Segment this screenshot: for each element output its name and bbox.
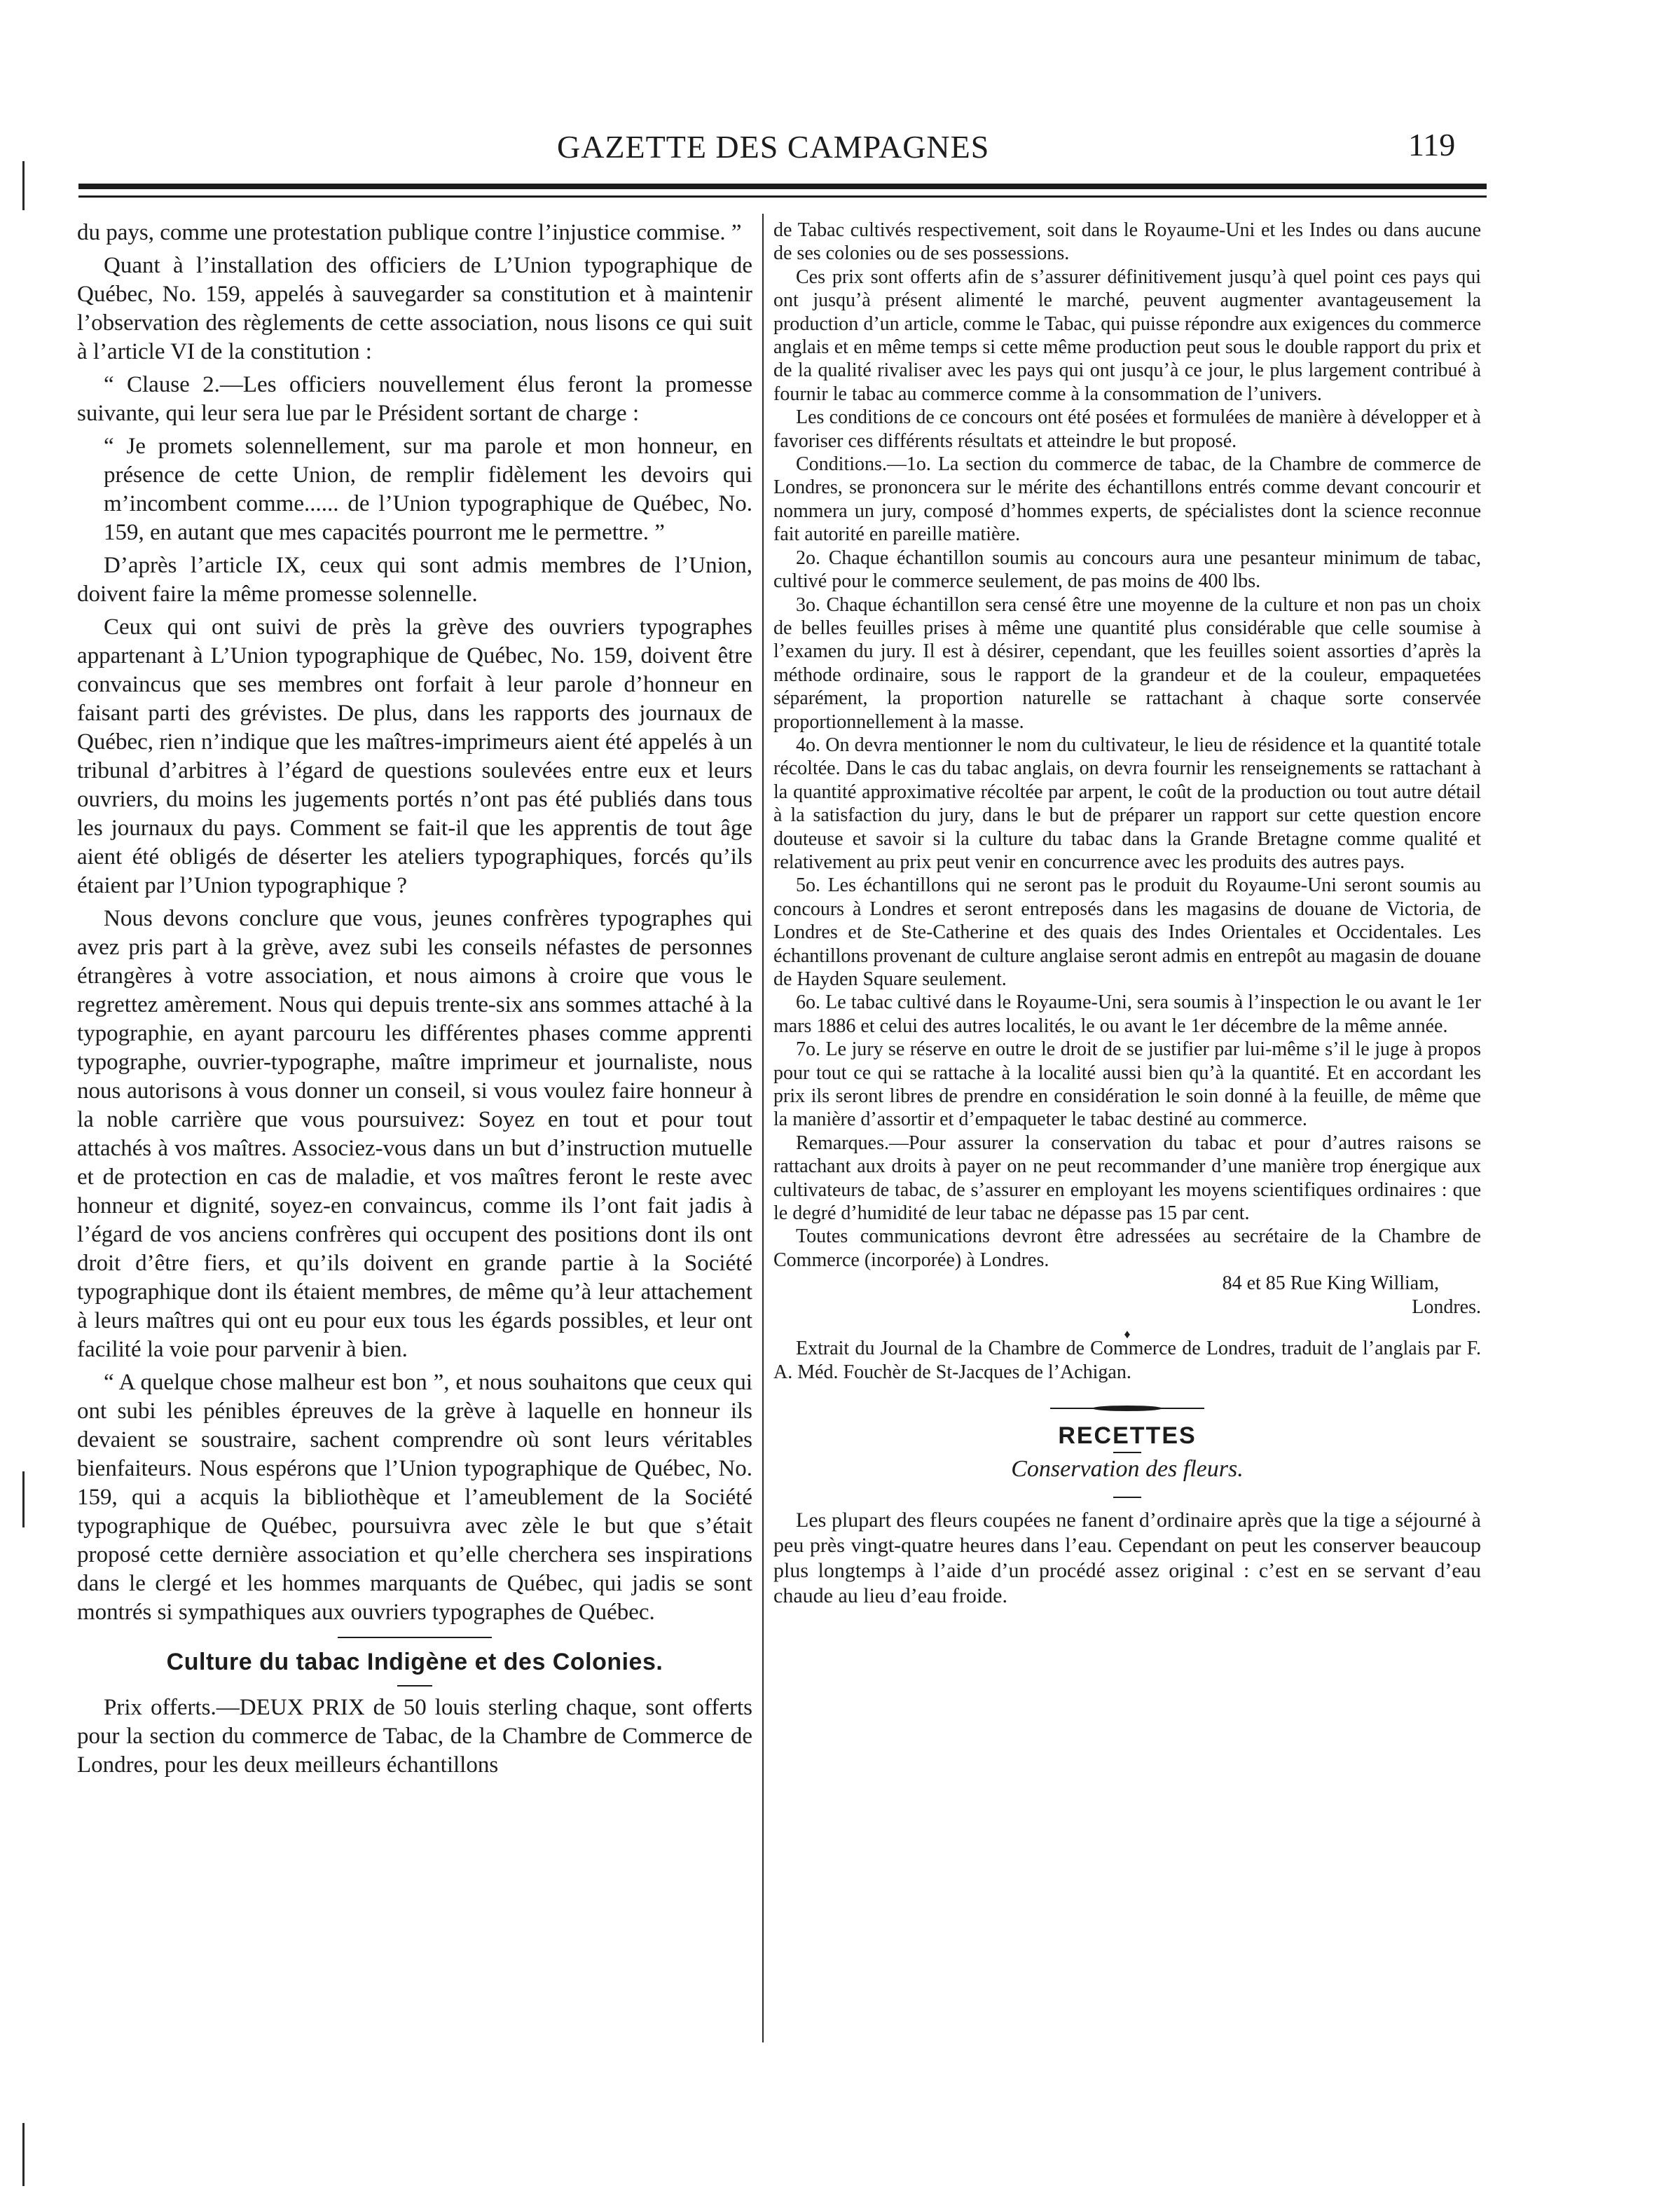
paragraph: 6o. Le tabac cultivé dans le Royaume-Uni, sera soumis à l’inspection le ou avant le 1er mars 1886 et celui des autres localités, le ou avant le 1er décembre de la même année. [773,991,1481,1037]
margin-mark-top [22,161,25,210]
paragraph: Toutes communications devront être adressées au secrétaire de la Chambre de Commerce (incorporée) à Londres. [773,1225,1481,1271]
paragraph: “ Clause 2.—Les officiers nouvellement élus feront la promesse suivante, qui leur sera lue par le Président sortant de charge : [77,372,752,426]
paragraph: Prix offerts.—DEUX PRIX de 50 louis sterling chaque, sont offerts pour la section du commerce de Tabac, de la Chambre de Commerce de Londres, pour les deux meilleurs échantillons [77,1695,752,1778]
paragraph: Les plupart des fleurs coupées ne fanent d’ordinaire après que la tige a séjourné à peu près vingt-quatre heures dans l’eau. Cependant on peut les conserver beaucoup plus longtemps à l’aide d’un procédé assez original : c’est en se servant d’eau chaude au lieu d’eau froide. [773,1508,1481,1607]
paragraph: “ A quelque chose malheur est bon ”, et nous souhaitons que ceux qui ont subi les pénibles épreuves de la grève à laquelle en honneur ils devaient se soustraire, sachent comprendre où sont leurs véritables bienfaiteurs. Nous espérons que l’Union typographique de Québec, No. 159, qui a acquis la bibliothèque et l’ameublement de la Société typographique de Québec, poursuivra avec zèle le but que s’était proposé cette dernière association et qu’elle cherchera ses inspirations dans le clergé et les hommes marquants de Québec, qui jadis se sont montrés si sympathiques aux ouvriers typographes de Québec. [77,1370,752,1625]
header-rule [78,184,1487,189]
page-title: GAZETTE DES CAMPAGNES [557,129,990,165]
paragraph: Ceux qui ont suivi de près la grève des ouvriers typographes appartenant à L’Union typographique de Québec, No. 159, doivent être convaincus que ses membres ont forfait à leur parole d’honneur en faisant parti des grévistes. De plus, dans les rapports des journaux de Québec, rien n’indique que les maîtres-imprimeurs aient été appelés à un tribunal d’arbitres à l’égard de questions soulevées entre eux et leurs ouvriers, du moins les jugements portés n’ont pas été publiés dans tous les journaux du pays. Comment se fait-il que les apprentis de tout âge aient été obligés de déserter les ateliers typographiques, forcés qu’ils étaient par l’Union typographique ? [77,614,752,898]
paragraph: 5o. Les échantillons qui ne seront pas le produit du Royaume-Uni seront soumis au concours à Londres et seront entreposés dans les magasins de douane de Victoria, de Londres et de Ste-Catherine et des quais des Indes Orientales et Occidentales. Les échantillons provenant de culture anglaise seront admis en entrepôt au magasin de douane de Hayden Square seulement. [773,874,1481,990]
heading-rule [1113,1452,1141,1453]
paragraph: 7o. Le jury se réserve en outre le droit de se justifier par lui-même s’il le juge à propos pour tout ce qui se rattache à la localité aussi bien qu’à la quantité. Et en accordant les prix ils seront libres de prendre en considération le soin donné à la feuille, de même que la manière d’assortir et d’empaqueter le tabac destiné au commerce. [773,1038,1481,1131]
page-number: 119 [1408,127,1456,163]
margin-mark-middle [22,1471,25,1527]
paragraph: Remarques.—Pour assurer la conservation du tabac et pour d’autres raisons se rattachant aux droits à payer on ne peut recommander d’une manière trop énergique aux cultivateurs de tabac, de s’assurer en employant les moyens scientifiques ordinaires : que le degré d’humidité de leur tabac ne dépasse pas 15 par cent. [773,1132,1481,1225]
quote-paragraph: “ Je promets solennellement, sur ma parole et mon honneur, en présence de cette Union, de remplir fidèlement les devoirs qui m’incombent comme...... de l’Union typographique de Québec, No. 159, en autant que mes capacités pourront me le permettre. ” [104,434,752,545]
recipes-subheading: Conservation des fleurs. [1011,1456,1244,1483]
paragraph: Conditions.—1o. La section du commerce de tabac, de la Chambre de commerce de Londres, se prononcera sur le mérite des échantillons entrés comme devant concourir et nommera un jury, composé d’hommes experts, de spécialistes dont la science reconnue fait autorité en pareille matière. [773,453,1481,546]
paragraph: Les conditions de ce concours ont été posées et formulées de manière à développer et à favoriser ces différents résultats et atteindre le but proposé. [773,406,1481,452]
paragraph: 3o. Chaque échantillon sera censé être une moyenne de la culture et non pas un choix de belles feuilles prises à même une quantité plus considérable que celle soumise à l’examen du jury. Il est à désirer, cependant, que les feuilles soient assorties d’après la méthode ordinaire, sous le rapport de la grandeur et de la couleur, empaquetées séparément, la proportion naturelle se rattachant à chaque sorte conservée proportionnellement à la masse. [773,593,1481,733]
left-column [77,219,752,1784]
heading-rule [1113,1497,1141,1498]
source-note: Extrait du Journal de la Chambre de Commerce de Londres, traduit de l’anglais par F. A. Méd. Fouchèr de St-Jacques de l’Achigan. [773,1338,1481,1383]
paragraph: Quant à l’installation des officiers de L’Union typographique de Québec, No. 159, appelés à sauvegarder sa constitution et à maintenir l’observation des règlements de cette association, nous lisons ce qui suit à l’article VI de la constitution : [77,253,752,364]
recipes-heading: RECETTES [1058,1422,1197,1449]
paragraph: de Tabac cultivés respectivement, soit dans le Royaume-Uni et les Indes ou dans aucune de ses colonies ou de ses possessions. [773,219,1481,265]
paragraph: Ces prix sont offerts afin de s’assurer définitivement jusqu’à quel point ces pays qui ont jusqu’à présent alimenté le marché, peuvent augmenter avantageusement la production d’un article, comme le Tabac, qui puisse répondre aux exigences du commerce anglais et en même temps si cette même production peut sous le double rapport du prix et de la qualité rivaliser avec les pays qui ont jusqu’à ce jour, le plus largement contribué à fournir le tabac au commerce comme à la consommation de l’univers. [773,266,1481,405]
paragraph: du pays, comme une protestation publique contre l’injustice commise. ” [77,220,742,245]
section-heading: Culture du tabac Indigène et des Colonies. [166,1649,663,1675]
column-divider [762,214,764,2042]
address: 84 et 85 Rue King William, [1222,1272,1439,1295]
right-column [773,219,1481,1609]
section-rule [338,1637,492,1638]
paragraph: 4o. On devra mentionner le nom du cultivateur, le lieu de résidence et la quantité totale récoltée. Dans le cas du tabac anglais, on devra fournir les renseignements se rattachant à la quantité approximative récoltée par arpent, le coût de la production ou tout autre détail à la satisfaction du jury, dans le but de préparer un rapport sur cette question encore douteuse et savoir si la culture du tabac dans la Grande Bretagne comme qualité et relativement au prix peut venir en concurrence avec les produits des autres pays. [773,734,1481,873]
city: Londres. [1412,1296,1481,1318]
paragraph: Nous devons conclure que vous, jeunes confrères typographes qui avez pris part à la grève, avez subi les conseils néfastes de personnes étrangères à votre association, et nous aimons à croire que vous le regrettez amèrement. Nous qui depuis trente-six ans sommes attaché à la typographie, en ayant parcouru les différentes phases comme apprenti typographe, ouvrier-typographe, maître imprimeur et journaliste, nous nous autorisons à vous donner un conseil, si vous voulez faire honneur à la noble carrière que vous poursuivez: Soyez en tout et pour tout attachés à vos maîtres. Associez-vous dans un but d’instruction mutuelle et de protection en cas de maladie, et vos maîtres feront le reste avec honneur et dignité, soyez-en convaincus, comme ils l’ont fait jadis à l’égard de vos anciens confrères qui occupent des positions dont ils ont droit d’être fiers, et qu’ils doivent en grande partie à la Société typographique dont ils étaient membres, de même qu’à leur attachement à leurs maîtres qui ont eu pour eux tous les égards possibles, et leur ont facilité la voie pour parvenir à bien. [77,906,752,1362]
section-ornament [1050,1405,1204,1412]
header-rule-thin [78,195,1487,198]
heading-rule [397,1685,432,1687]
margin-mark-bottom [22,2123,25,2186]
dagger-ornament: ♦ [1124,1327,1131,1342]
paragraph: D’après l’article IX, ceux qui sont admis membres de l’Union, doivent faire la même promesse solennelle. [77,553,752,607]
paragraph: 2o. Chaque échantillon soumis au concours aura une pesanteur minimum de tabac, cultivé pour le commerce seulement, de pas moins de 400 lbs. [773,547,1481,593]
